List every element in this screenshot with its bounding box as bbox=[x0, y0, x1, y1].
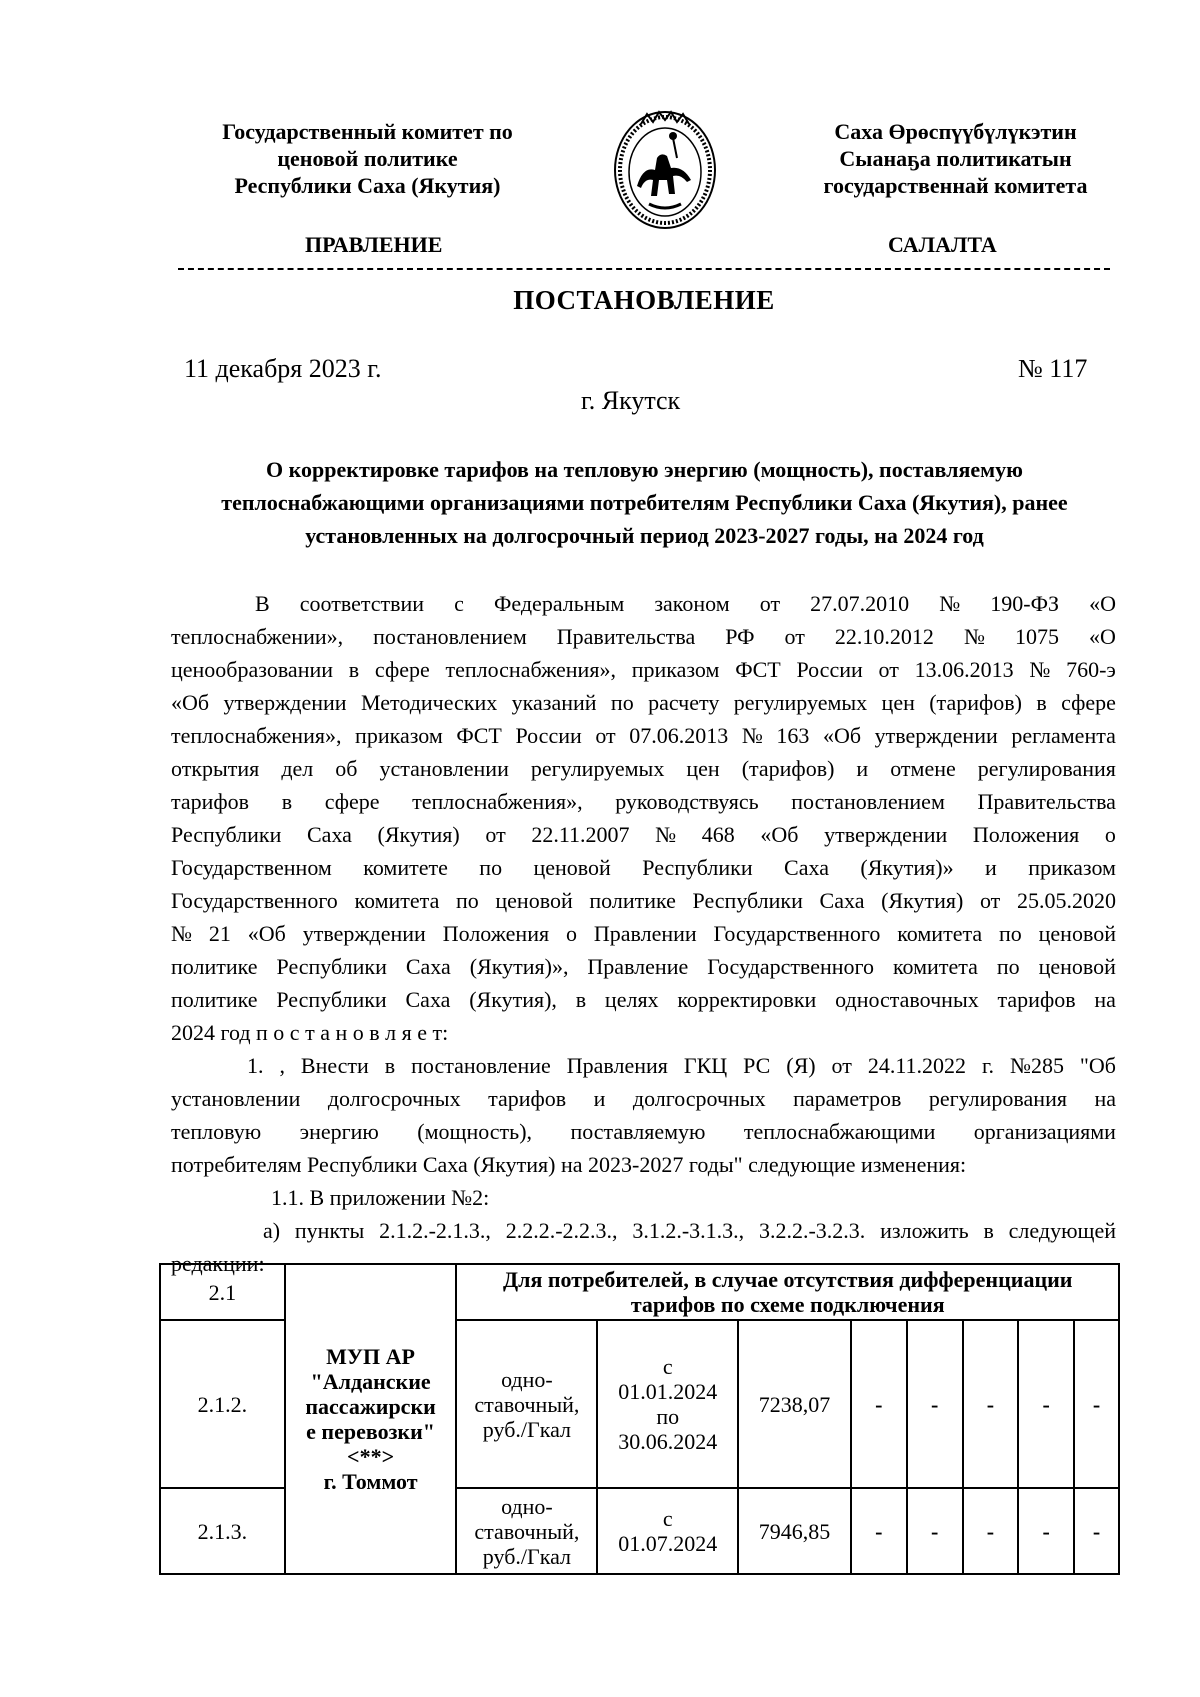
dash-cell: - bbox=[1074, 1320, 1119, 1488]
word: приказом bbox=[355, 723, 443, 748]
word: 760-э bbox=[1066, 657, 1116, 682]
word: Республики bbox=[642, 855, 753, 880]
word: в bbox=[1036, 690, 1047, 715]
word: цен bbox=[686, 756, 720, 781]
dash-cell: - bbox=[1074, 1488, 1119, 1574]
word: 2.2.2.-2.2.3., bbox=[505, 1218, 618, 1243]
body-line: 1.1. В приложении №2: bbox=[271, 1185, 490, 1210]
subject-line: теплоснабжающими организациями потребителям Республики Саха (Якутия), ранее bbox=[221, 490, 1068, 515]
word: долгосрочных bbox=[327, 1086, 461, 1111]
word: Саха bbox=[405, 954, 451, 979]
word: № bbox=[1029, 657, 1051, 682]
word: ценовой bbox=[1038, 921, 1116, 946]
word: постановлением bbox=[373, 624, 527, 649]
word: по bbox=[455, 888, 479, 913]
cell-line: ставочный, bbox=[474, 1391, 580, 1417]
word: Правительства bbox=[556, 624, 696, 649]
word: в bbox=[348, 657, 360, 682]
word: от bbox=[595, 723, 616, 748]
body-line bbox=[171, 587, 1116, 620]
word: комитета bbox=[897, 921, 983, 946]
dash-cell: - bbox=[1018, 1320, 1074, 1488]
word: 25.05.2020 bbox=[1016, 888, 1116, 913]
word: Саха bbox=[307, 822, 352, 847]
word: открытия bbox=[171, 756, 260, 781]
word: в bbox=[384, 1053, 396, 1078]
word: №285 bbox=[1009, 1053, 1064, 1078]
word: по bbox=[998, 921, 1022, 946]
section-code-cell: 2.1 bbox=[160, 1264, 285, 1320]
word: от bbox=[784, 624, 805, 649]
body-line: потребителям Республики Саха (Якутия) на 2023-2027 годы" следующие изменения: bbox=[171, 1152, 967, 1177]
subject-line: О корректировке тарифов на тепловую энергию (мощность), поставляемую bbox=[266, 457, 1023, 482]
org-line: Саха Өрөспүүбүлүкэтин bbox=[834, 119, 1077, 144]
word: России bbox=[515, 723, 582, 748]
word: № bbox=[939, 591, 961, 616]
word: по bbox=[479, 855, 503, 880]
word: (Я) bbox=[786, 1053, 816, 1078]
dash-cell: - bbox=[851, 1320, 907, 1488]
section-header-cell bbox=[456, 1264, 1119, 1320]
word: комитете bbox=[363, 855, 448, 880]
word: утверждении bbox=[302, 921, 426, 946]
word: тарифов bbox=[488, 1086, 567, 1111]
word: сфере bbox=[374, 657, 430, 682]
word: теплоснабжения», bbox=[445, 657, 616, 682]
word: (Якутия)» bbox=[860, 855, 954, 880]
word: регулируемых bbox=[733, 690, 868, 715]
word: о bbox=[1104, 822, 1116, 847]
body-line bbox=[171, 851, 1116, 884]
word: с bbox=[454, 591, 464, 616]
word: тарифов bbox=[997, 987, 1076, 1012]
word: энергию bbox=[299, 1119, 379, 1144]
section-header-line: тарифов по схеме подключения bbox=[630, 1292, 945, 1317]
body-line bbox=[171, 1082, 1116, 1115]
word: (Якутия), bbox=[469, 987, 557, 1012]
word: Методических bbox=[360, 690, 498, 715]
word: утверждении bbox=[223, 690, 347, 715]
word: 1075 bbox=[1014, 624, 1059, 649]
row-code-cell: 2.1.2. bbox=[160, 1320, 285, 1488]
body-line bbox=[171, 818, 1116, 851]
word: теплоснабжающими bbox=[743, 1119, 936, 1144]
body-line bbox=[171, 1214, 1116, 1247]
org-line: Государственный комитет по bbox=[222, 119, 513, 144]
section-header-line: Для потребителей, в случае отсутствия дифференциации bbox=[503, 1267, 1073, 1292]
word: на bbox=[1094, 987, 1116, 1012]
word: Республики bbox=[276, 954, 387, 979]
document-date: 11 декабря 2023 г. bbox=[184, 354, 382, 383]
body-line bbox=[171, 719, 1116, 752]
tariff-value-cell: 7946,85 bbox=[738, 1488, 851, 1574]
cell-line: одно- bbox=[501, 1493, 553, 1519]
word: изложить bbox=[880, 1218, 969, 1243]
word: Государственном bbox=[171, 855, 332, 880]
cell-line: руб./Гкал bbox=[482, 1416, 572, 1442]
word: тарифов bbox=[171, 789, 250, 814]
word: сфере bbox=[1061, 690, 1116, 715]
word: о bbox=[565, 921, 577, 946]
dash-cell: - bbox=[851, 1488, 907, 1574]
cell-line: с bbox=[662, 1506, 673, 1531]
dash-cell: - bbox=[1018, 1488, 1074, 1574]
body-line: редакции: bbox=[171, 1251, 265, 1276]
word: Республики bbox=[692, 888, 803, 913]
org-cell-line: "Алданские bbox=[310, 1369, 431, 1394]
word: Республики bbox=[171, 822, 282, 847]
body-line bbox=[171, 785, 1116, 818]
word: 3.1.2.-3.1.3., bbox=[632, 1218, 745, 1243]
period-cell bbox=[597, 1488, 738, 1574]
word: корректировки bbox=[677, 987, 817, 1012]
organization-cell bbox=[285, 1264, 457, 1574]
word: расчету bbox=[648, 690, 720, 715]
word: ФСТ bbox=[456, 723, 502, 748]
word: от bbox=[485, 822, 506, 847]
word: «О bbox=[1089, 624, 1116, 649]
word: одноставочных bbox=[835, 987, 979, 1012]
word: комитета bbox=[892, 954, 978, 979]
word: Федеральным bbox=[494, 591, 625, 616]
word: руководствуясь bbox=[615, 789, 759, 814]
board-label-sakha: САЛАЛТА bbox=[888, 232, 997, 257]
word: пункты bbox=[294, 1218, 365, 1243]
word: "Об bbox=[1079, 1053, 1116, 1078]
rate-type-cell bbox=[456, 1320, 597, 1488]
word: политике bbox=[589, 888, 676, 913]
body-line bbox=[171, 752, 1116, 785]
word: № bbox=[655, 822, 677, 847]
cell-line: с bbox=[662, 1354, 673, 1379]
org-line: ценовой политике bbox=[277, 146, 458, 171]
word: теплоснабжения», bbox=[171, 723, 342, 748]
cell-line: по bbox=[656, 1404, 680, 1429]
org-cell-line: МУП АР bbox=[326, 1344, 415, 1369]
word: 13.06.2013 bbox=[914, 657, 1014, 682]
word: 1. bbox=[247, 1053, 264, 1078]
word: теплоснабжении», bbox=[171, 624, 344, 649]
org-name-sakha bbox=[778, 118, 1133, 199]
word: от bbox=[878, 657, 899, 682]
word: поставляемую bbox=[570, 1119, 706, 1144]
word: по bbox=[610, 690, 634, 715]
word: ценовой bbox=[1038, 954, 1116, 979]
word: в bbox=[983, 1218, 994, 1243]
tariff-value-cell: 7238,07 bbox=[738, 1320, 851, 1488]
dash-cell: - bbox=[963, 1488, 1019, 1574]
org-cell-line: <**> bbox=[347, 1444, 395, 1469]
word: по bbox=[996, 954, 1020, 979]
word: России bbox=[796, 657, 863, 682]
row-code-cell: 2.1.3. bbox=[160, 1488, 285, 1574]
word: , bbox=[279, 1053, 285, 1078]
word: теплоснабжения», bbox=[412, 789, 583, 814]
word: Саха bbox=[405, 987, 451, 1012]
word: ГКЦ bbox=[683, 1053, 728, 1078]
body-line bbox=[171, 884, 1116, 917]
word: Саха bbox=[784, 855, 829, 880]
body-line bbox=[171, 620, 1116, 653]
word: регулируемых bbox=[530, 756, 665, 781]
word: регулирования bbox=[928, 1086, 1067, 1111]
body-line bbox=[171, 950, 1116, 983]
word: политике bbox=[171, 987, 258, 1012]
org-line: государственнай комитета bbox=[823, 173, 1088, 198]
word: и bbox=[985, 855, 997, 880]
word: 21 bbox=[208, 921, 231, 946]
word: Правление bbox=[587, 954, 689, 979]
word: (Якутия)», bbox=[469, 954, 569, 979]
word: 468 bbox=[701, 822, 735, 847]
cell-line: 01.01.2024 bbox=[618, 1379, 718, 1404]
word: 163 bbox=[776, 723, 810, 748]
dash-cell: - bbox=[907, 1320, 963, 1488]
word: на bbox=[1094, 1086, 1116, 1111]
org-line: Сыанаҕа политикатын bbox=[839, 146, 1072, 171]
word: Государственного bbox=[171, 888, 338, 913]
word: ФСТ bbox=[735, 657, 781, 682]
word: Правлении bbox=[593, 921, 697, 946]
word: «О bbox=[1089, 591, 1116, 616]
word: № bbox=[963, 624, 985, 649]
word: в bbox=[281, 789, 293, 814]
word: Внести bbox=[300, 1053, 369, 1078]
word: сфере bbox=[324, 789, 380, 814]
word: указаний bbox=[511, 690, 597, 715]
dash-cell: - bbox=[963, 1320, 1019, 1488]
word: Саха bbox=[819, 888, 865, 913]
subject-line: установленных на долгосрочный период 2023-2027 годы, на 2024 год bbox=[305, 523, 984, 548]
word: установлении bbox=[171, 1086, 301, 1111]
tariff-table bbox=[159, 1263, 1120, 1575]
word: утверждении bbox=[824, 822, 948, 847]
word: дел bbox=[281, 756, 314, 781]
word: целях bbox=[604, 987, 659, 1012]
word: (Якутия) bbox=[881, 888, 964, 913]
word: 27.07.2010 bbox=[810, 591, 910, 616]
word: г. bbox=[981, 1053, 994, 1078]
dashed-divider bbox=[178, 268, 1110, 270]
rate-type-cell bbox=[456, 1488, 597, 1574]
word: В bbox=[255, 591, 270, 616]
word: «Об bbox=[822, 723, 862, 748]
word: «Об bbox=[171, 690, 210, 715]
cell-line: 01.07.2024 bbox=[618, 1531, 718, 1556]
word: «Об bbox=[760, 822, 799, 847]
word: комитета bbox=[354, 888, 440, 913]
word: № bbox=[171, 921, 192, 946]
word: (тарифов) bbox=[741, 756, 835, 781]
word: от bbox=[759, 591, 781, 616]
word: Правления bbox=[566, 1053, 668, 1078]
coat-of-arms-emblem-icon bbox=[611, 108, 719, 231]
word: соответствии bbox=[299, 591, 425, 616]
org-line: Республики Саха (Якутия) bbox=[234, 173, 501, 198]
word: отмене bbox=[890, 756, 956, 781]
word: Государственного bbox=[713, 921, 881, 946]
cell-line: одно- bbox=[501, 1366, 553, 1392]
word: следующей bbox=[1008, 1218, 1116, 1243]
word: и bbox=[593, 1086, 606, 1111]
word: законом bbox=[654, 591, 730, 616]
word: политике bbox=[171, 954, 258, 979]
word: приказом bbox=[1028, 855, 1116, 880]
cell-line: 30.06.2024 bbox=[618, 1429, 718, 1454]
word: ценовой bbox=[495, 888, 573, 913]
dash-cell: - bbox=[907, 1488, 963, 1574]
word: (мощность), bbox=[417, 1119, 533, 1144]
body-line: 2024 год п о с т а н о в л я е т: bbox=[171, 1020, 449, 1045]
word: (Якутия) bbox=[377, 822, 460, 847]
word: (тарифов) bbox=[929, 690, 1022, 715]
cell-line: руб./Гкал bbox=[482, 1543, 572, 1569]
word: утверждении bbox=[874, 723, 998, 748]
word: регламента bbox=[1011, 723, 1116, 748]
document-number: № 117 bbox=[1018, 354, 1088, 383]
cell-line: ставочный, bbox=[474, 1518, 580, 1544]
word: 22.10.2012 bbox=[834, 624, 934, 649]
word: установлении bbox=[379, 756, 509, 781]
word: 3.2.2.-3.2.3. bbox=[758, 1218, 866, 1243]
word: ценообразовании bbox=[171, 657, 334, 682]
table-row bbox=[160, 1264, 1119, 1320]
word: организациями bbox=[973, 1119, 1116, 1144]
body-line bbox=[171, 983, 1116, 1016]
document-title: ПОСТАНОВЛЕНИЕ bbox=[513, 285, 775, 315]
document-subject bbox=[172, 453, 1117, 552]
org-name-russian bbox=[195, 118, 540, 199]
word: постановлением bbox=[791, 789, 945, 814]
word: параметров bbox=[793, 1086, 902, 1111]
word: Государственного bbox=[707, 954, 875, 979]
word: в bbox=[575, 987, 587, 1012]
body-line bbox=[171, 686, 1116, 719]
word: РС bbox=[743, 1053, 771, 1078]
word: 24.11.2022 bbox=[867, 1053, 966, 1078]
word: «Об bbox=[247, 921, 286, 946]
word: Положения bbox=[972, 822, 1080, 847]
word: об bbox=[335, 756, 358, 781]
word: постановление bbox=[411, 1053, 551, 1078]
word: а) bbox=[263, 1218, 281, 1243]
body-line bbox=[171, 1115, 1116, 1148]
org-cell-line: г. Томмот bbox=[323, 1469, 418, 1494]
word: 22.11.2007 bbox=[531, 822, 630, 847]
word: Положения bbox=[442, 921, 550, 946]
body-line bbox=[171, 1049, 1116, 1082]
word: № bbox=[741, 723, 763, 748]
word: приказом bbox=[631, 657, 720, 682]
document-city: г. Якутск bbox=[581, 386, 681, 415]
org-cell-line: пассажирски bbox=[305, 1394, 436, 1419]
word: 2.1.2.-2.1.3., bbox=[379, 1218, 491, 1243]
word: цен bbox=[881, 690, 915, 715]
period-cell bbox=[597, 1320, 738, 1488]
word: долгосрочных bbox=[632, 1086, 766, 1111]
body-line bbox=[171, 917, 1116, 950]
document-body bbox=[171, 587, 1116, 1280]
word: тепловую bbox=[171, 1119, 262, 1144]
word: регулирования bbox=[977, 756, 1116, 781]
org-cell-line: е перевозки" bbox=[306, 1419, 435, 1444]
body-line bbox=[171, 653, 1116, 686]
word: от bbox=[831, 1053, 852, 1078]
board-label-russian: ПРАВЛЕНИЕ bbox=[305, 232, 443, 257]
word: от bbox=[979, 888, 1001, 913]
word: Республики bbox=[276, 987, 387, 1012]
word: РФ bbox=[725, 624, 755, 649]
word: и bbox=[856, 756, 869, 781]
word: 190-ФЗ bbox=[990, 591, 1060, 616]
word: Правительства bbox=[977, 789, 1116, 814]
word: 07.06.2013 bbox=[629, 723, 729, 748]
word: ценовой bbox=[533, 855, 611, 880]
